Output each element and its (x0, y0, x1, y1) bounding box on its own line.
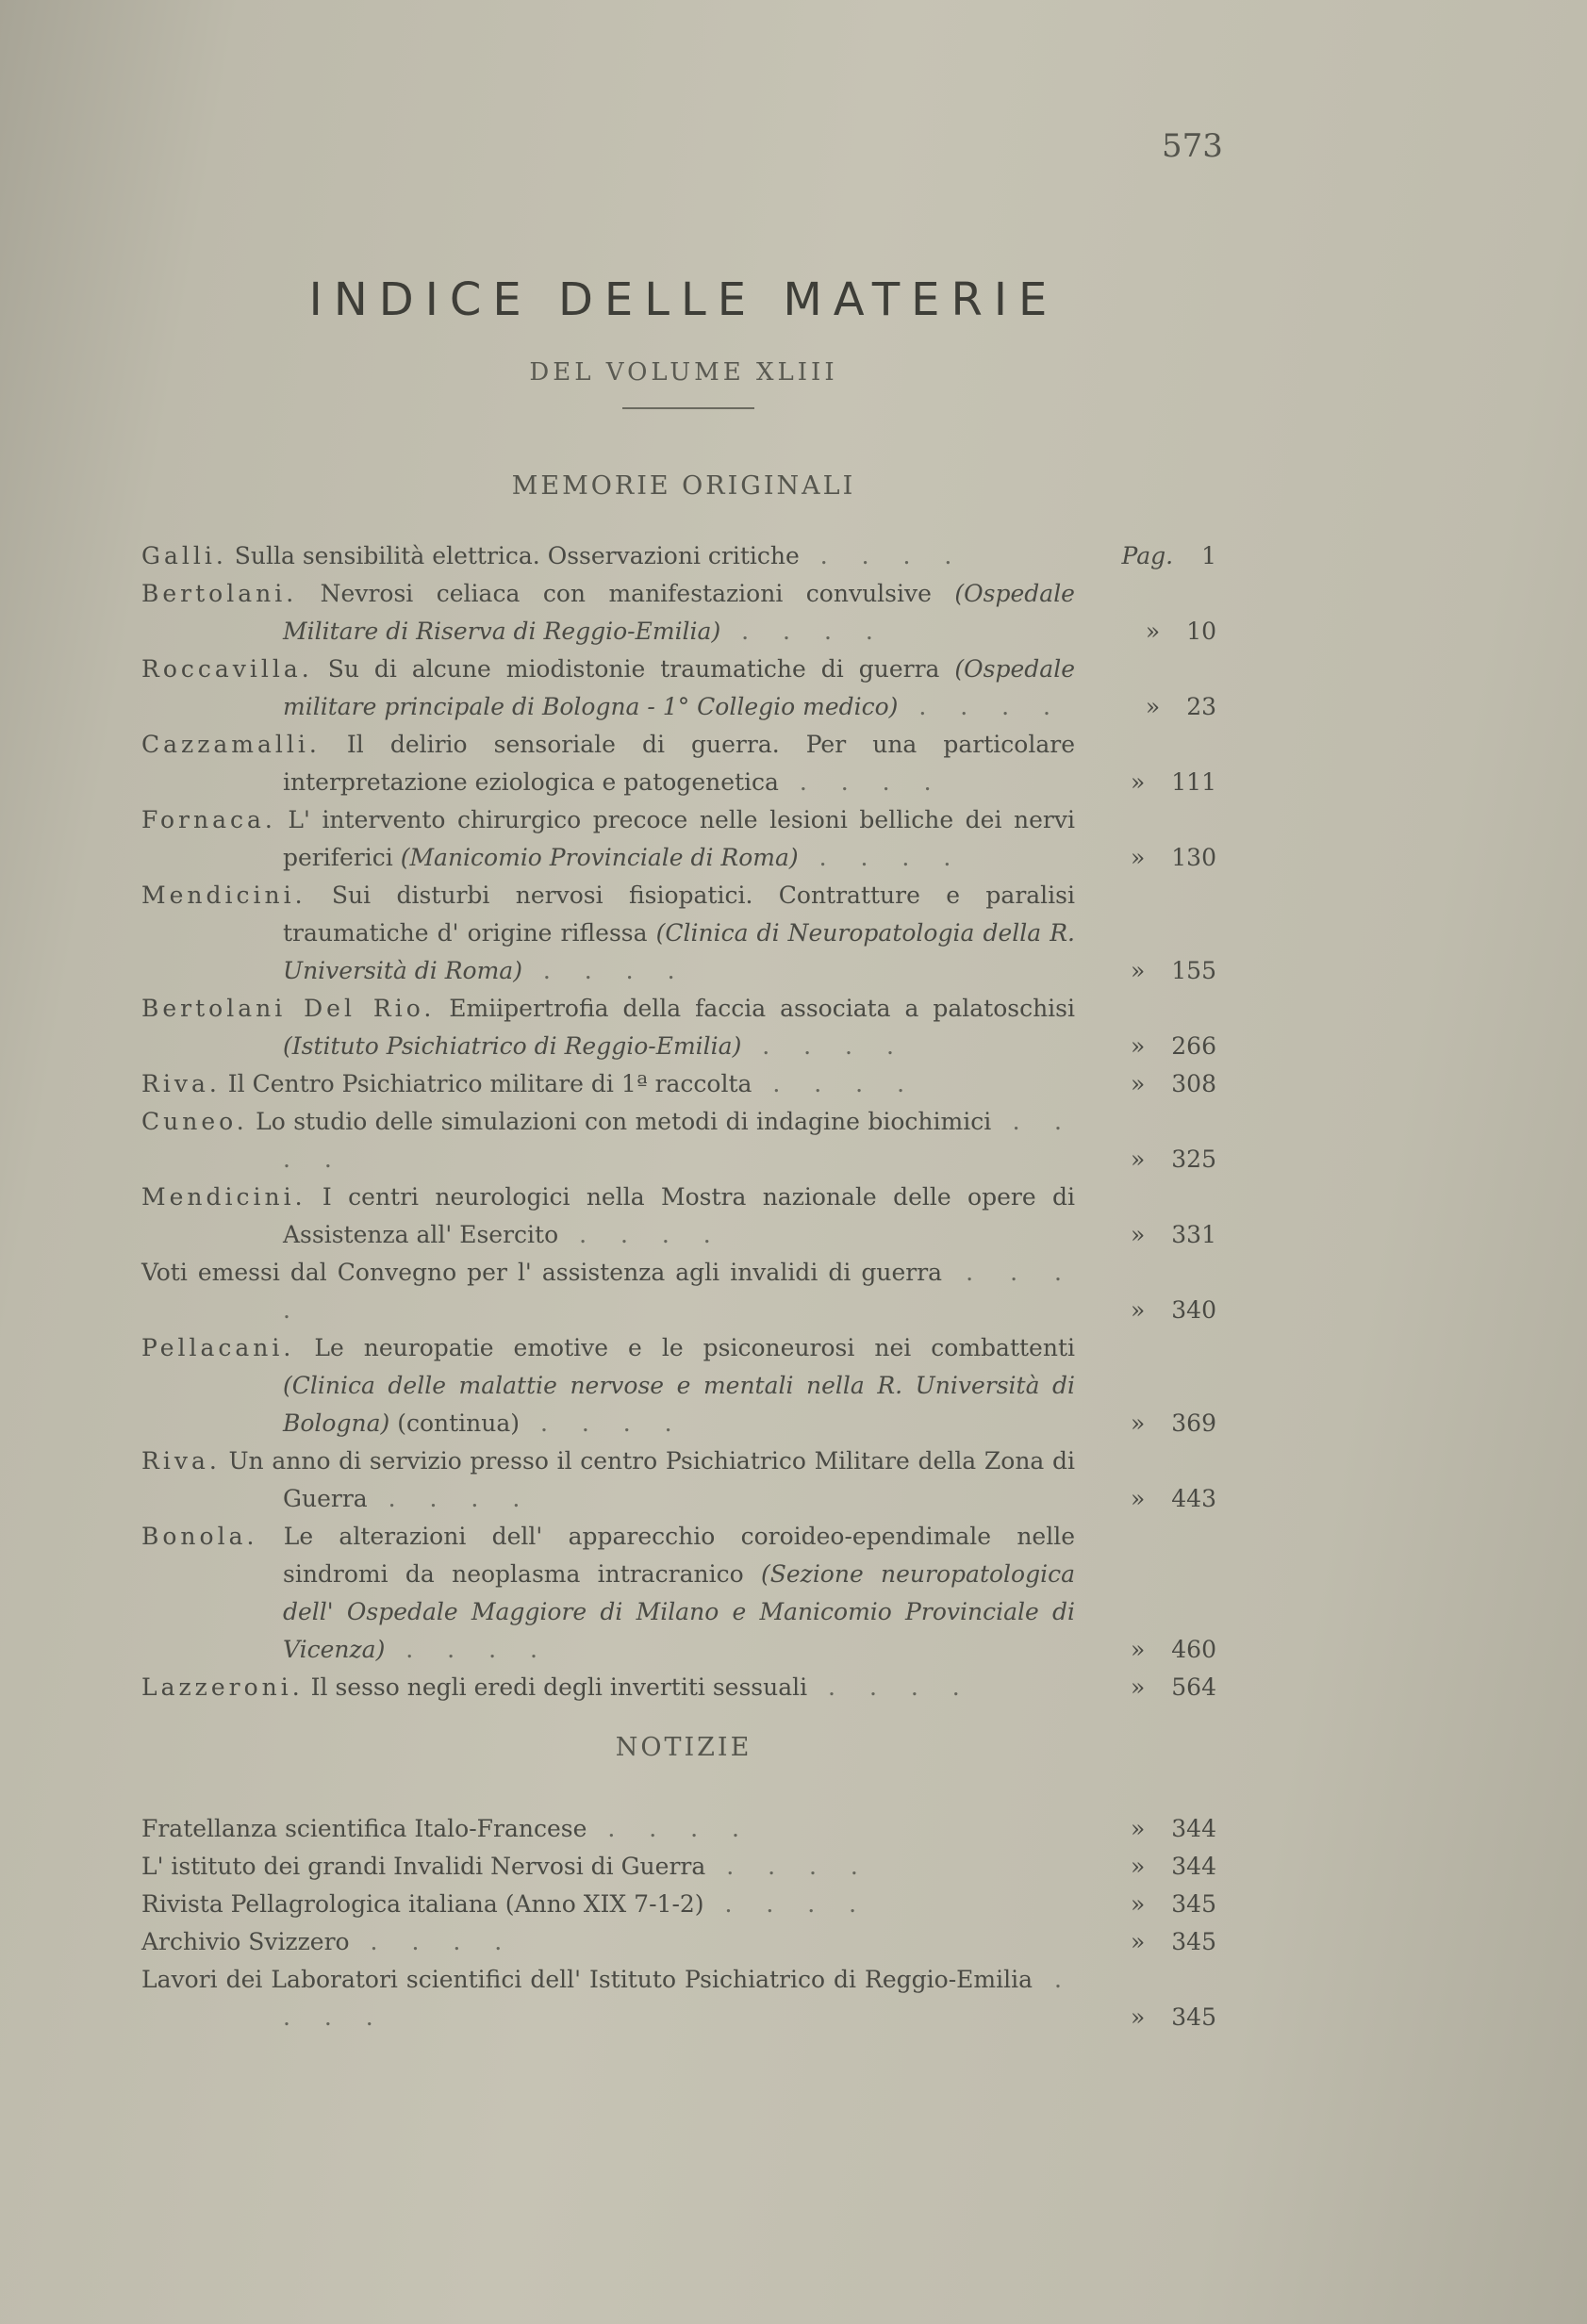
toc-page-mark: » (1130, 1815, 1146, 1842)
toc-title: L' intervento chirurgico precoce nelle lesioni belliche dei nervi periferici (283, 806, 1075, 871)
toc-page-mark: » (1130, 1673, 1146, 1701)
toc-entry-text (141, 575, 1075, 651)
toc-page-mark: » (1130, 844, 1146, 871)
toc-title: Un anno di servizio presso il centro Psichiatrico Militare della Zona di Guerra (228, 1447, 1075, 1512)
toc-entry-text (141, 1329, 1075, 1442)
toc-page-ref (1075, 1405, 1216, 1442)
toc-page-ref (1075, 1141, 1216, 1178)
toc-institution: (Sezione neuropatologica dell' Ospedale Maggiore di Milano e Manicomio Provinciale di Vicenza) (283, 1560, 1075, 1663)
toc-entry (141, 1886, 1216, 1923)
toc-page-number: 331 (1171, 1221, 1216, 1248)
toc-entry-text (141, 537, 1075, 575)
toc-page-number: 111 (1171, 768, 1216, 796)
toc-institution: (Ospedale Militare di Riserva di Reggio-Emilia) (283, 580, 1075, 645)
toc-author: Riva. (141, 1070, 221, 1097)
toc-page-ref (1075, 688, 1216, 726)
toc-title: Rivista Pellagrologica italiana (Anno XIX 7-1-2) (141, 1890, 704, 1918)
toc-page-number: 345 (1171, 2003, 1216, 2031)
toc-entry (141, 801, 1216, 877)
toc-title: Su di alcune miodistonie traumatiche di guerra (327, 655, 940, 683)
toc-entry (141, 1669, 1216, 1706)
toc-page-mark: » (1130, 1070, 1146, 1097)
toc-page-number: 340 (1171, 1296, 1216, 1324)
toc-entry-text (141, 1886, 1075, 1923)
toc-entry (141, 726, 1216, 801)
toc-page-ref (1075, 1216, 1216, 1254)
leader-dots: . . . . (349, 1928, 516, 1955)
toc-title: Nevrosi celiaca con manifestazioni convulsive (320, 580, 932, 607)
toc-page-mark: Pag. (1121, 542, 1174, 569)
toc-page-number: 345 (1171, 1890, 1216, 1918)
toc-entry (141, 1065, 1216, 1103)
toc-title: Le alterazioni dell' apparecchio coroideo-ependimale nelle sindromi da neoplasma intracranico (283, 1523, 1075, 1588)
toc-page-mark: » (1130, 1928, 1146, 1955)
toc-title: Il delirio sensoriale di guerra. Per una particolare interpretazione eziologica e patogenetica (283, 731, 1075, 796)
leader-dots: . . . . (283, 1259, 1075, 1324)
toc-title: L' istituto dei grandi Invalidi Nervosi di Guerra (141, 1853, 706, 1880)
toc-page-ref (1075, 1631, 1216, 1669)
toc-title: Il Centro Psichiatrico militare di 1ª raccolta (227, 1070, 752, 1097)
toc-author: Galli. (141, 542, 227, 569)
toc-page-ref (1075, 1669, 1216, 1706)
toc-page-ref (1075, 537, 1216, 575)
toc-page-number: 344 (1171, 1853, 1216, 1880)
toc-page-number: 1 (1201, 542, 1216, 569)
toc-title: Archivio Svizzero (141, 1928, 350, 1955)
leader-dots: . . . . (521, 957, 688, 984)
toc-page-number: 266 (1171, 1032, 1216, 1060)
toc-page-mark: » (1130, 1853, 1146, 1880)
volume-subtitle: DEL VOLUME XLIII (529, 358, 838, 387)
toc-author: Bertolani. (141, 580, 298, 607)
toc-entry-text (141, 726, 1075, 801)
toc-page-number: 325 (1171, 1146, 1216, 1173)
toc-page-mark: » (1130, 1221, 1146, 1248)
toc-entry (141, 537, 1216, 575)
toc-entry-text (141, 1065, 1075, 1103)
toc-page-mark: » (1130, 2003, 1146, 2031)
toc-memorie (141, 537, 1216, 1706)
toc-title: Lavori dei Laboratori scientifici dell' Istituto Psichiatrico di Reggio-Emilia (141, 1966, 1033, 1993)
toc-author: Cuneo. (141, 1108, 248, 1135)
toc-entry (141, 1254, 1216, 1329)
toc-author: Cazzamalli. (141, 731, 321, 758)
toc-entry (141, 1961, 1216, 2036)
toc-entry-text (141, 877, 1075, 990)
toc-page-mark: » (1130, 1485, 1146, 1512)
toc-page-number: 345 (1171, 1928, 1216, 1955)
toc-entry (141, 1848, 1216, 1886)
toc-entry-text (141, 1178, 1075, 1254)
leader-dots: . . . . (367, 1485, 534, 1512)
page-number: 573 (1162, 127, 1223, 165)
leader-dots: . . . . (558, 1221, 724, 1248)
toc-author: Roccavilla. (141, 655, 313, 683)
toc-entry (141, 575, 1216, 651)
toc-page-ref (1075, 1028, 1216, 1065)
toc-page-mark: » (1145, 618, 1161, 645)
toc-page-ref (1075, 1999, 1216, 2036)
toc-entry (141, 1923, 1216, 1961)
toc-page-ref (1075, 1810, 1216, 1848)
toc-note: (continua) (397, 1409, 520, 1437)
section-heading-notizie: NOTIZIE (615, 1733, 752, 1762)
toc-page-number: 130 (1171, 844, 1216, 871)
toc-page-number: 369 (1171, 1409, 1216, 1437)
toc-page-mark: » (1145, 693, 1161, 720)
toc-entry-text (141, 801, 1075, 877)
toc-entry-text (141, 1103, 1075, 1178)
toc-entry-text (141, 1442, 1075, 1518)
toc-entry (141, 877, 1216, 990)
leader-dots: . . . . (798, 844, 965, 871)
title-divider (622, 407, 754, 409)
toc-entry-text (141, 1669, 1075, 1706)
toc-page-ref (1075, 952, 1216, 990)
toc-institution: (Clinica delle malattie nervose e mentali nella R. Università di Bologna) (283, 1372, 1075, 1437)
toc-page-number: 443 (1171, 1485, 1216, 1512)
toc-author: Mendicini. (141, 882, 306, 909)
page-title: INDICE DELLE MATERIE (308, 273, 1059, 326)
leader-dots: . . . . (385, 1636, 551, 1663)
toc-page-number: 564 (1171, 1673, 1216, 1701)
toc-title: Sulla sensibilità elettrica. Osservazioni critiche (234, 542, 800, 569)
section-heading-memorie: MEMORIE ORIGINALI (511, 471, 856, 501)
toc-entry-text (141, 1961, 1075, 2036)
toc-institution: (Ospedale militare principale di Bologna - 1° Collegio medico) (283, 655, 1075, 720)
toc-page-mark: » (1130, 1032, 1146, 1060)
toc-page-ref (1075, 1923, 1216, 1961)
toc-title: Voti emessi dal Convegno per l' assistenza agli invalidi di guerra (141, 1259, 943, 1286)
leader-dots: . . . . (587, 1815, 752, 1842)
leader-dots: . . . . (778, 768, 945, 796)
leader-dots: . . . . (752, 1070, 918, 1097)
toc-author: Lazzeroni. (141, 1673, 304, 1701)
toc-page-ref (1075, 1065, 1216, 1103)
toc-page-ref (1075, 839, 1216, 877)
toc-page-ref (1075, 764, 1216, 801)
toc-notizie (141, 1810, 1216, 2036)
toc-entry-text (141, 1518, 1075, 1669)
toc-author: Bonola. (141, 1523, 258, 1550)
toc-title: Fratellanza scientifica Italo-Francese (141, 1815, 587, 1842)
leader-dots: . . . . (703, 1890, 870, 1918)
toc-entry (141, 1178, 1216, 1254)
toc-entry-text (141, 990, 1075, 1065)
toc-page-mark: » (1130, 1409, 1146, 1437)
toc-page-ref (1075, 1292, 1216, 1329)
toc-author: Bertolani Del Rio. (141, 995, 436, 1022)
toc-entry-text (141, 651, 1075, 726)
toc-entry (141, 1329, 1216, 1442)
toc-page-mark: » (1130, 768, 1146, 796)
toc-page-number: 10 (1186, 618, 1216, 645)
toc-page-mark: » (1130, 1890, 1146, 1918)
toc-author: Riva. (141, 1447, 221, 1475)
toc-title: Sui disturbi nervosi fisiopatici. Contratture e paralisi traumatiche d' origine riflessa (283, 882, 1075, 947)
toc-institution: (Manicomio Provinciale di Roma) (400, 844, 799, 871)
toc-entry (141, 1810, 1216, 1848)
toc-entry (141, 990, 1216, 1065)
toc-page-ref (1075, 1886, 1216, 1923)
leader-dots: . . . . (898, 693, 1064, 720)
toc-page-mark: » (1130, 1146, 1146, 1173)
toc-page-number: 460 (1171, 1636, 1216, 1663)
toc-author: Pellacani. (141, 1334, 295, 1361)
toc-title: I centri neurologici nella Mostra nazionale delle opere di Assistenza all' Esercito (283, 1183, 1075, 1248)
toc-page-number: 308 (1171, 1070, 1216, 1097)
toc-author: Fornaca. (141, 806, 276, 833)
toc-entry-text (141, 1254, 1075, 1329)
toc-institution: (Istituto Psichiatrico di Reggio-Emilia) (283, 1032, 742, 1060)
toc-entry-text (141, 1810, 1075, 1848)
toc-page-mark: » (1130, 957, 1146, 984)
toc-entry (141, 1103, 1216, 1178)
toc-page-number: 344 (1171, 1815, 1216, 1842)
leader-dots: . . . . (720, 618, 886, 645)
toc-author: Mendicini. (141, 1183, 306, 1211)
toc-page-number: 23 (1186, 693, 1216, 720)
toc-page-mark: » (1130, 1636, 1146, 1663)
leader-dots: . . . . (741, 1032, 907, 1060)
toc-title: Le neuropatie emotive e le psiconeurosi nei combattenti (314, 1334, 1075, 1361)
toc-title: Emiipertrofia della faccia associata a palatoschisi (449, 995, 1075, 1022)
toc-entry-text (141, 1923, 1075, 1961)
toc-entry (141, 1442, 1216, 1518)
leader-dots: . . . . (807, 1673, 973, 1701)
leader-dots: . . . . (799, 542, 966, 569)
toc-page-ref (1075, 1848, 1216, 1886)
toc-title: Lo studio delle simulazioni con metodi di indagine biochimici (256, 1108, 992, 1135)
leader-dots: . . . . (520, 1409, 686, 1437)
toc-page-ref (1075, 613, 1216, 651)
leader-dots: . . . . (283, 1108, 1075, 1173)
leader-dots: . . . . (705, 1853, 871, 1880)
leader-dots: . . . . (283, 1966, 1075, 2031)
toc-entry-text (141, 1848, 1075, 1886)
toc-institution: (Clinica di Neuropatologia della R. Università di Roma) (283, 919, 1075, 984)
toc-page-ref (1075, 1480, 1216, 1518)
toc-title: Il sesso negli eredi degli invertiti sessuali (310, 1673, 808, 1701)
toc-page-number: 155 (1171, 957, 1216, 984)
toc-entry (141, 651, 1216, 726)
toc-entry (141, 1518, 1216, 1669)
toc-page-mark: » (1130, 1296, 1146, 1324)
